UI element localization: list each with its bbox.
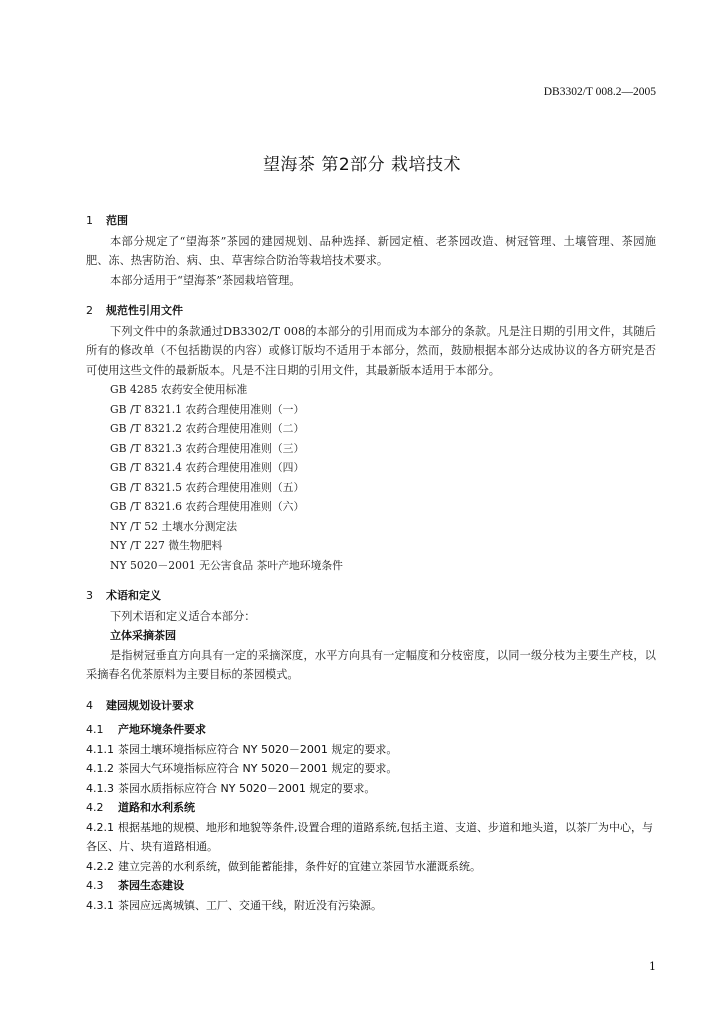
section-heading-4: 4 建园规划设计要求: [86, 698, 194, 712]
clause-4-2-2: 4.2.2 建立完善的水利系统，做到能蓄能排，条件好的宜建立茶园节水灌溉系统。: [86, 859, 481, 873]
term-definition: 是指树冠垂直方向具有一定的采摘深度，水平方向具有一定幅度和分枝密度，以同一级分枝为主要生产枝，以采摘春名优茶原料为主要目标的茶园模式。: [86, 648, 656, 681]
document-title: 望海茶 第2部分 栽培技术: [262, 155, 462, 175]
clause-4-1-2: 4.1.2 茶园大气环境指标应符合 NY 5020－2001 规定的要求。: [86, 762, 398, 775]
term: 立体采摘茶园: [110, 629, 176, 642]
reference-item: GB /T 8321.5 农药合理使用准则（五）: [110, 480, 305, 494]
paragraph: 下列文件中的条款通过DB3302/T 008的本部分的引用而成为本部分的条款。凡是注日期的引用文件，其随后所有的修改单（不包括勘误的内容）或修订版均不适用于本部分，然而，鼓励根据本部分达成协议的各方研究是否可使用这些文件的最新版本。凡是不注日期的引用文件，其最新版本适用于本部分。: [86, 324, 656, 377]
clause-4-2-1: 4.2.1 根据基地的规模、地形和地貌等条件,设置合理的道路系统,包括主道、支道、步道和地头道，以茶厂为中心，与各区、片、块有道路相通。: [86, 820, 653, 853]
reference-item: NY /T 52 土壤水分测定法: [110, 519, 238, 533]
reference-item: GB /T 8321.1 农药合理使用准则（一）: [110, 402, 305, 416]
clause-4-1-3: 4.1.3 茶园水质指标应符合 NY 5020－2001 规定的要求。: [86, 781, 376, 795]
reference-item: GB 4285 农药安全使用标准: [110, 383, 248, 396]
section-heading-1: 1 范围: [86, 214, 128, 227]
paragraph: 本部分规定了“望海茶”茶园的建园规划、品种选择、新园定植、老茶园改造、树冠管理、土壤管理、茶园施肥、冻、热害防治、病、虫、草害综合防治等栽培技术要求。: [86, 234, 656, 267]
section-heading-3: 3 术语和定义: [86, 589, 161, 602]
reference-item: GB /T 8321.2 农药合理使用准则（二）: [110, 422, 305, 435]
paragraph: 本部分适用于“望海茶”茶园栽培管理。: [110, 273, 301, 287]
standard-code: DB3302/T 008.2—2005: [543, 86, 656, 98]
clause-4-3-1: 4.3.1 茶园应远离城镇、工厂、交通干线，附近没有污染源。: [86, 898, 382, 912]
reference-item: GB /T 8321.4 农药合理使用准则（四）: [110, 461, 305, 474]
subsection-4-1: 4.1 产地环境条件要求: [86, 723, 206, 736]
document-body: [86, 208, 656, 915]
reference-item: NY 5020－2001 无公害食品 茶叶产地环境条件: [110, 558, 343, 572]
section-heading-2: 2 规范性引用文件: [86, 304, 183, 317]
paragraph: 下列术语和定义适合本部分：: [110, 609, 256, 623]
subsection-4-3: 4.3 茶园生态建设: [86, 879, 184, 892]
reference-item: NY /T 227 微生物肥料: [110, 539, 223, 552]
clause-4-1-1: 4.1.1 茶园土壤环境指标应符合 NY 5020－2001 规定的要求。: [86, 742, 398, 756]
page-number: 1: [649, 960, 656, 973]
reference-item: GB /T 8321.6 农药合理使用准则（六）: [110, 500, 305, 513]
reference-item: GB /T 8321.3 农药合理使用准则（三）: [110, 441, 305, 455]
subsection-4-2: 4.2 道路和水利系统: [86, 801, 195, 814]
